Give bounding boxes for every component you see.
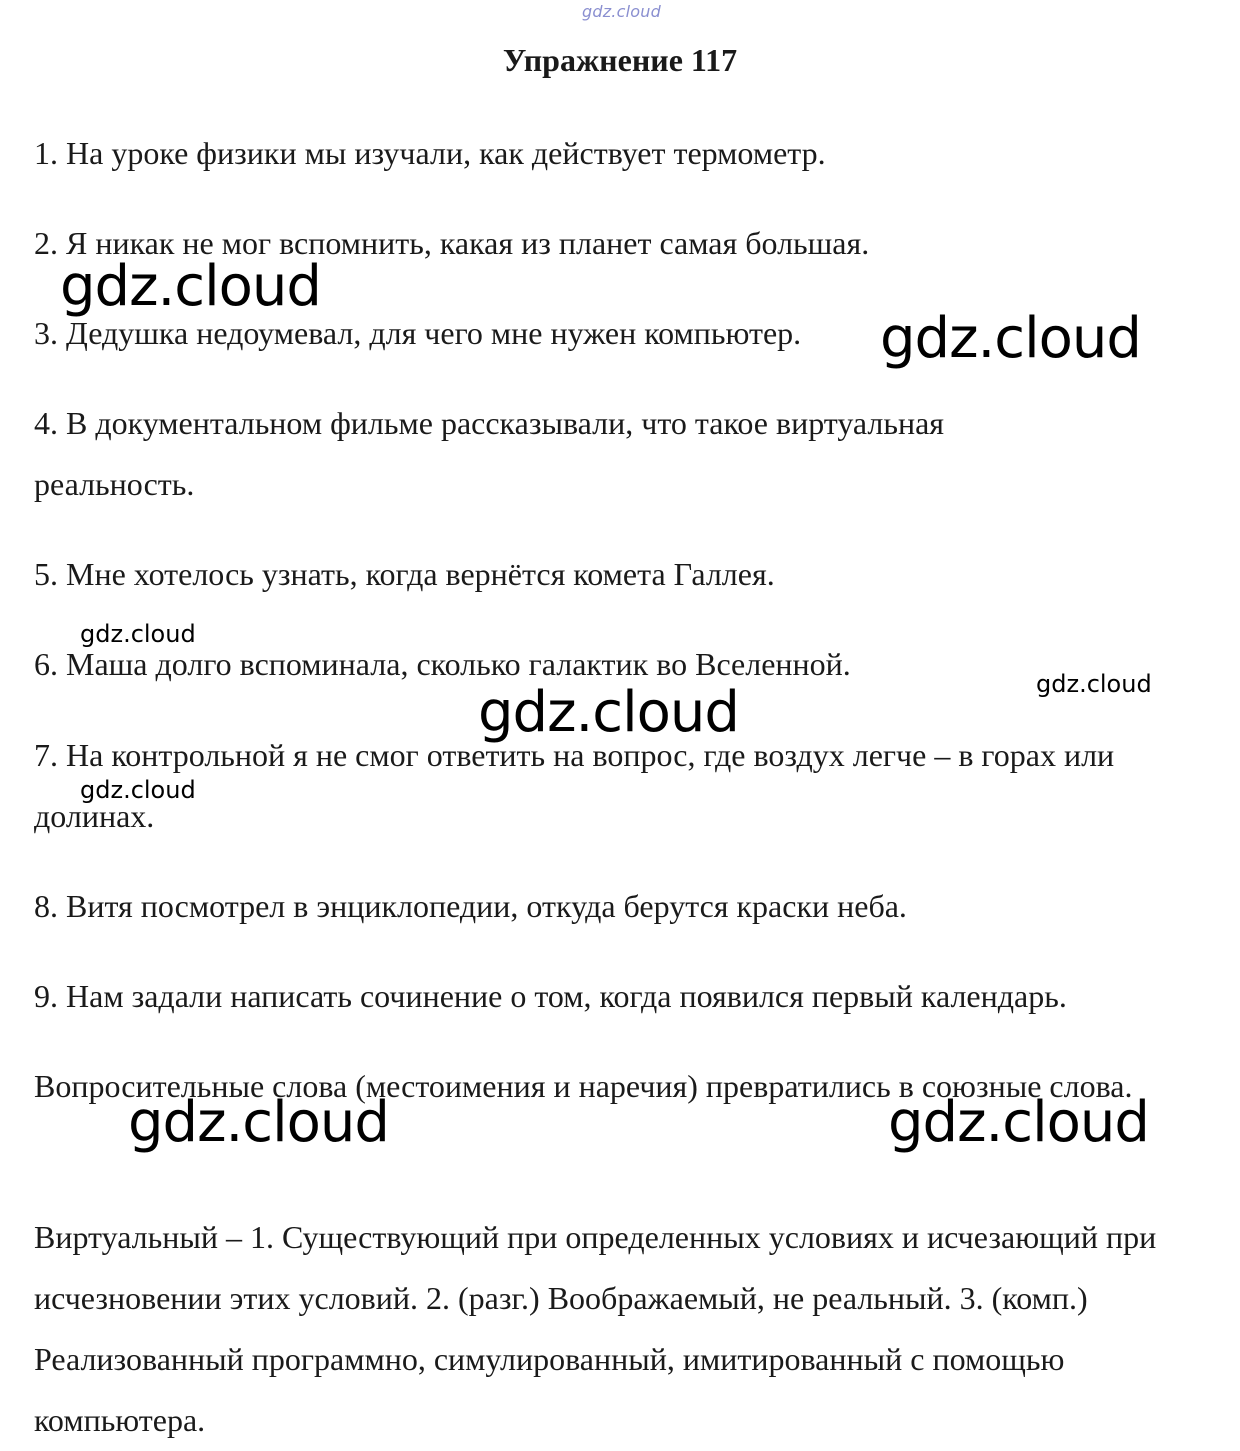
- watermark: gdz.cloud: [1036, 670, 1152, 698]
- watermark: gdz.cloud: [880, 306, 1141, 371]
- sentence-5: 5. Мне хотелось узнать, когда вернётся комета Галлея.: [34, 556, 775, 592]
- conclusion-text: Вопросительные слова (местоимения и наречия) превратились в союзные слова.: [34, 1068, 1133, 1104]
- watermark: gdz.cloud: [478, 680, 739, 745]
- sentence-8: 8. Витя посмотрел в энциклопедии, откуда берутся краски неба.: [34, 888, 907, 924]
- sentence-3: 3. Дедушка недоумевал, для чего мне нужен компьютер.: [34, 315, 802, 351]
- sentence-4: 4. В документальном фильме рассказывали, что такое виртуальная реальность.: [34, 405, 945, 502]
- top-watermark: gdz.cloud: [582, 2, 661, 21]
- watermark: gdz.cloud: [888, 1090, 1149, 1155]
- watermark: gdz.cloud: [80, 776, 196, 804]
- watermark: gdz.cloud: [128, 1090, 389, 1155]
- watermark: gdz.cloud: [80, 620, 196, 648]
- watermark: gdz.cloud: [60, 254, 321, 319]
- sentence-6: 6. Маша долго вспоминала, сколько галактик во Вселенной.: [34, 646, 851, 682]
- sentence-1: 1. На уроке физики мы изучали, как действует термометр.: [34, 135, 826, 171]
- definition-text: Виртуальный – 1. Существующий при определенных условиях и исчезающий при исчезновении этих условий. 2. (разг.) Воображаемый, не реальный. 3. (комп.) Реализованный программно, симулированный, имитированный с помощью компьютера.: [34, 1219, 1157, 1438]
- page-title: Упражнение 117: [502, 42, 738, 78]
- sentence-2: 2. Я никак не мог вспомнить, какая из планет самая большая.: [34, 225, 870, 261]
- sentence-7: 7. На контрольной я не смог ответить на вопрос, где воздух легче – в горах или долинах.: [34, 737, 1115, 834]
- sentence-9: 9. Нам задали написать сочинение о том, когда появился первый календарь.: [34, 978, 1067, 1014]
